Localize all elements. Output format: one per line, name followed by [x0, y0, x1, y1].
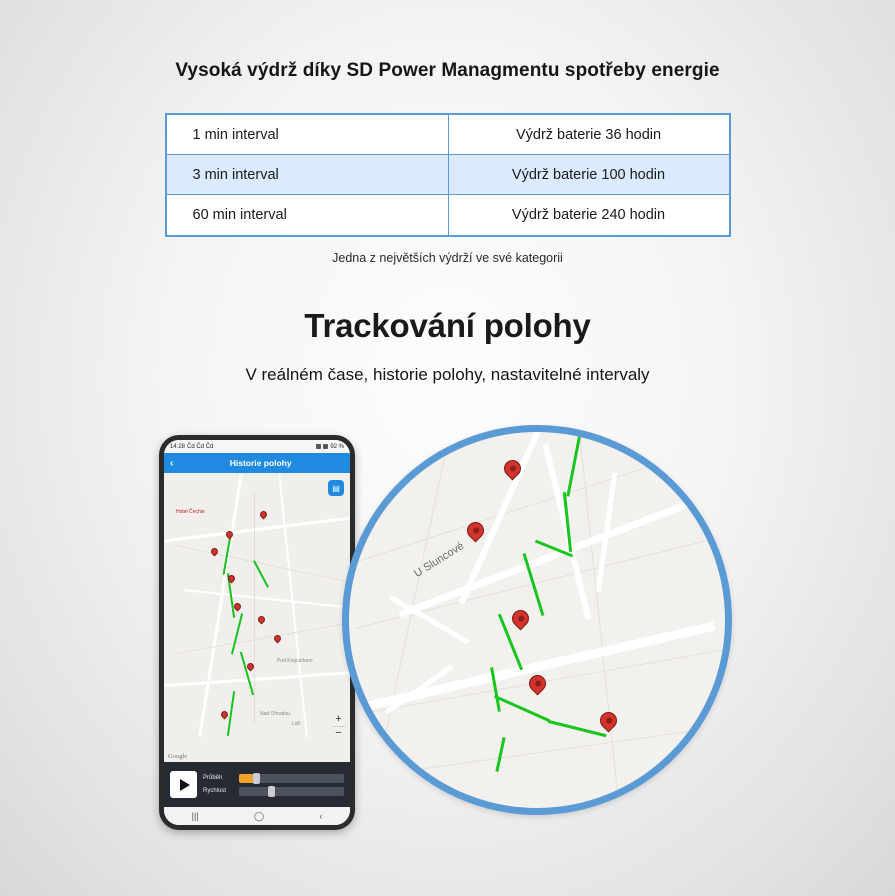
table-row: [167, 115, 729, 155]
status-carrier: Čd Čd Čd: [187, 443, 214, 450]
map-magnifier: [342, 425, 732, 815]
street-name-label: U Sluncové: [412, 540, 467, 580]
zoom-in-button[interactable]: +: [332, 713, 345, 727]
map-road: [363, 622, 716, 712]
track-line: [548, 720, 607, 737]
map-pin[interactable]: [257, 615, 267, 625]
section-title: Trackování polohy: [304, 307, 591, 344]
battery-life-cell: Výdrž baterie 240 hodin: [511, 207, 666, 223]
map-road: [351, 726, 727, 780]
phone-mockup: [159, 435, 355, 830]
speed-slider[interactable]: [239, 787, 344, 796]
map-poi-label: Pod Krejcárkem: [277, 658, 313, 664]
track-line: [240, 652, 254, 696]
table-row: [167, 195, 729, 235]
speed-label: Rychlost: [203, 788, 227, 794]
map-pin[interactable]: [596, 708, 620, 732]
speed-slider-row: [203, 787, 344, 796]
illustration-area: [0, 425, 895, 845]
track-line: [231, 613, 243, 654]
chevron-left-icon[interactable]: ‹: [170, 457, 174, 469]
signal-icon: [323, 444, 328, 449]
status-battery: 92 %: [330, 443, 344, 450]
app-bar-title: Historie polohy: [229, 458, 292, 468]
progress-fill: [239, 774, 254, 783]
phone-screen: [164, 440, 350, 825]
status-time: 14:28: [170, 443, 186, 450]
battery-life-cell: Výdrž baterie 100 hodin: [511, 166, 666, 183]
app-bar: [164, 453, 350, 473]
map-view[interactable]: [164, 473, 350, 762]
back-icon[interactable]: ‹: [319, 811, 323, 821]
playback-controls: [164, 762, 350, 807]
map-poi-label: Nad Ohradou: [260, 711, 291, 717]
map-road: [175, 623, 348, 654]
map-pin[interactable]: [525, 671, 549, 695]
android-nav-bar: [164, 807, 350, 825]
progress-label: Průběh: [203, 775, 223, 781]
progress-knob[interactable]: [253, 773, 260, 784]
map-zoom-controls[interactable]: [332, 713, 345, 740]
map-pin[interactable]: [220, 710, 230, 720]
interval-cell: 3 min interval: [167, 155, 449, 194]
section-subtitle: V reálném čase, historie polohy, nastavitelné intervaly: [245, 365, 650, 384]
table-caption: Jedna z největších výdrží ve své kategorii: [332, 251, 563, 265]
recents-icon[interactable]: |||: [191, 811, 199, 821]
home-icon[interactable]: ◯: [253, 810, 265, 821]
status-bar: [164, 440, 350, 453]
track-line: [566, 427, 582, 496]
track-line: [494, 695, 550, 722]
map-pin[interactable]: [463, 518, 487, 542]
map-road: [165, 517, 350, 543]
interval-cell: 60 min interval: [167, 195, 449, 235]
progress-slider-row: [203, 774, 344, 783]
play-icon: [180, 779, 190, 791]
map-layers-icon[interactable]: ▤: [328, 480, 344, 496]
map-attribution: Google: [168, 753, 188, 760]
interval-cell: 1 min interval: [167, 115, 449, 154]
battery-life-table: [165, 113, 731, 237]
map-pin[interactable]: [259, 510, 269, 520]
zoom-out-button[interactable]: −: [335, 727, 342, 739]
map-road: [254, 493, 255, 723]
map-road: [278, 474, 308, 738]
wifi-icon: [316, 444, 321, 449]
map-pin[interactable]: [508, 606, 532, 630]
speed-knob[interactable]: [268, 786, 275, 797]
play-button[interactable]: [170, 771, 197, 798]
page-headline: Vysoká výdrž díky SD Power Managmentu spotřeby energie: [175, 60, 720, 81]
map-road: [164, 671, 350, 688]
map-road: [184, 589, 350, 609]
map-poi-label: Hotel Čechie: [176, 509, 205, 515]
track-line: [495, 737, 505, 772]
battery-life-cell: Výdrž baterie 36 hodin: [515, 126, 662, 143]
map-poi-label: Lidl: [292, 721, 300, 727]
table-row: [167, 155, 729, 195]
progress-slider[interactable]: [239, 774, 344, 783]
